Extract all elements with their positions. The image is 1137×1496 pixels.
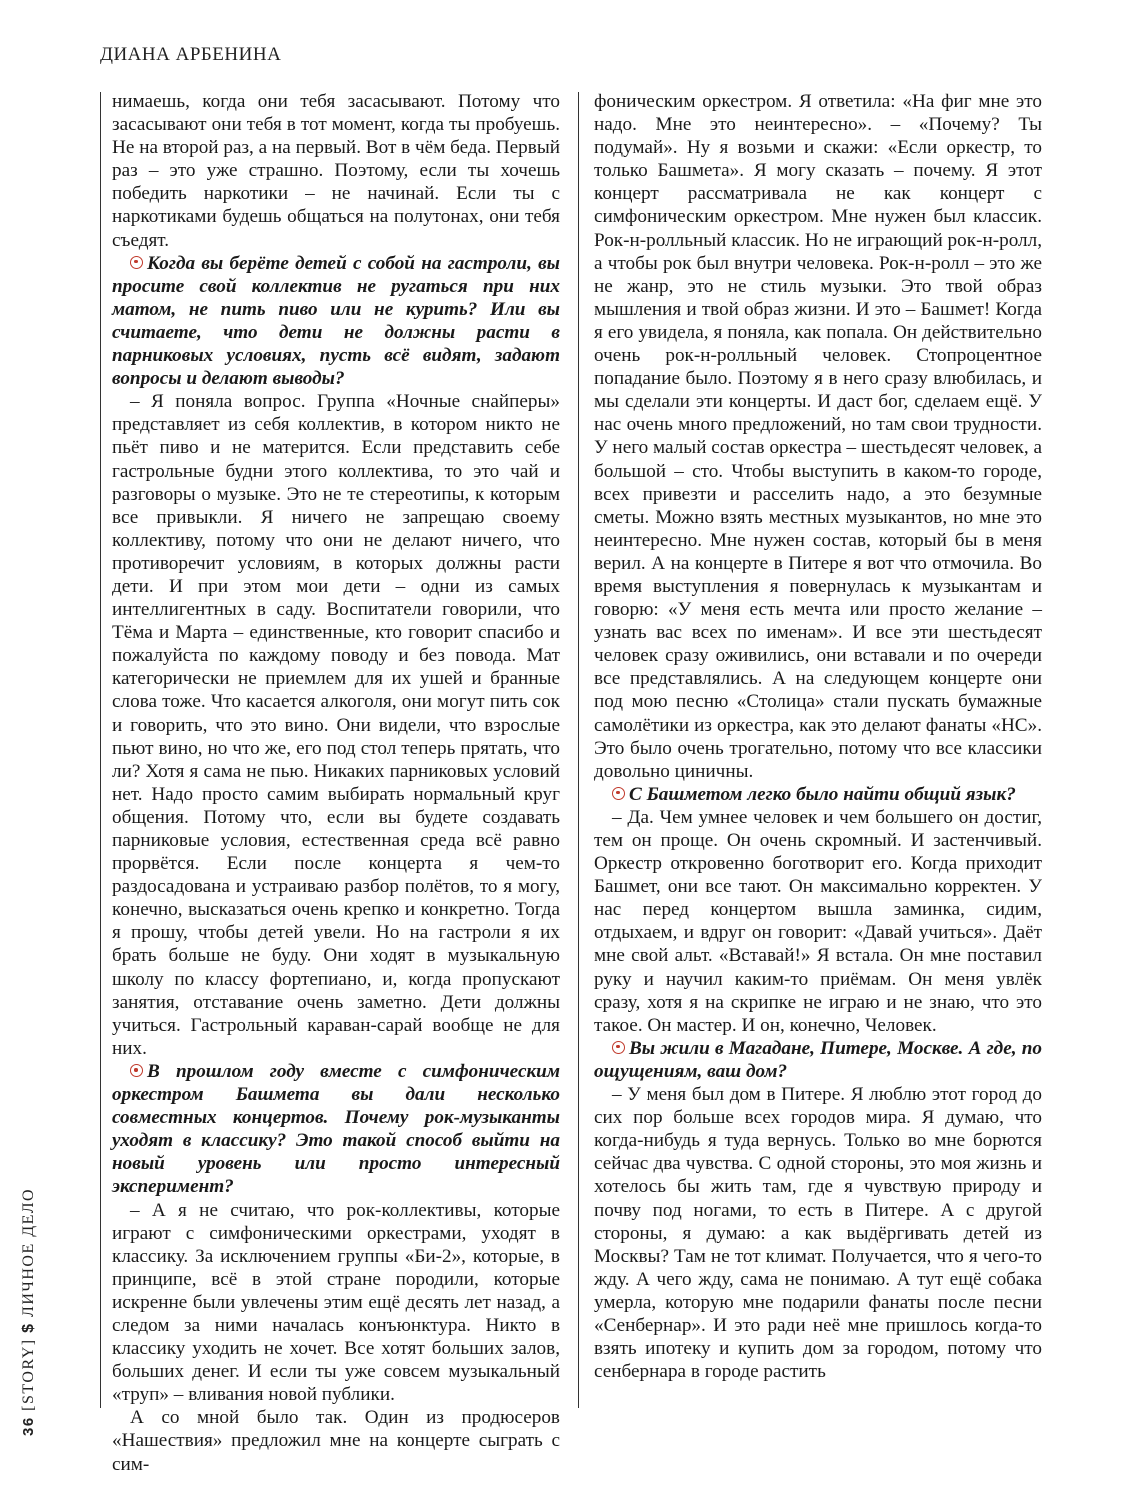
column-rule-center (578, 92, 579, 1408)
paragraph: нимаешь, когда они тебя засасывают. Потому что засасывают они тебя в тот момент, когда ты пробуешь. Не на второй раз, а на первый. Вот в чём беда. Первый раз – это уже страшно. Поэтому, если ты хочешь победить наркотики – не начинай. Если ты с наркотиками будешь общаться на полутонах, они тебя съедят. (112, 91, 560, 251)
target-bullet-icon (130, 256, 143, 269)
brand-label: [STORY] (20, 1338, 37, 1411)
running-header-author: ДИАНА АРБЕНИНА (100, 44, 282, 65)
question-text: Вы жили в Магадане, Питере, Москве. А где, по ощущениям, ваш дом? (594, 1037, 1042, 1082)
paragraph: фоническим оркестром. Я ответила: «На фиг мне это надо. Мне это неинтересно». – «Почему? Ты подумай». Ну я возьми и скажи: «Если оркестр, то только Башмета». Я могу сказать – почему. Я этот концерт рассматривала не как концерт с симфоническим оркестром. Мне нужен был классик. Рок-н-ролльный классик. Но не играющий рок-н-ролл, а чтобы рок был внутри человека. Рок-н-ролл – это же не жанр, это не стиль музыки. Это твой образ мышления и твой образ жизни. И это – Башмет! Когда я его увидела, я поняла, как попала. Он действительно очень рок-н-ролльный человек. Стопроцентное попадание было. Поэтому я в него сразу влюбилась, и мы сделали эти концерты. И даст бог, сделаем ещё. У нас очень много предложений, но там свои трудности. У него малый состав оркестра – шестьдесят человек, а большой – сто. Чтобы выступить в каком-то городе, всех привезти и расселить надо, а это безумные сметы. Можно взять местных музыкантов, но мне это неинтересно. Мне нужен состав, который бы в меня верил. А на концерте в Питере я вот что отмочила. Во время выступления я повернулась к музыкантам и говорю: «У меня есть мечта или просто желание – узнать вас всех по именам». И все эти шестьдесят человек сразу оживились, они вставали и по очереди все представлялись. А на следующем концерте они под мою песню «Столица» стали пускать бумажные самолётики из оркестра, как это делают фанаты «НС». Это было очень трогательно, потому что все классики довольно циничны. (594, 91, 1042, 782)
right-column (594, 90, 1042, 1383)
paragraph: – Я поняла вопрос. Группа «Ночные снайперы» представляет из себя коллектив, в котором никто не пьёт пиво и не матерится. Если представить себе гастрольные будни этого коллектива, то это чай и разговоры о музыке. Это не те стереотипы, к которым все привыкли. Я ничего не запрещаю своему коллективу, потому что они не делают ничего, что противоречит условиям, в которых должны расти дети. И при этом мои дети – одни из самых интеллигентных в саду. Воспитатели говорили, что Тёма и Марта – единственные, кто говорит спасибо и пожалуйста по каждому поводу и без повода. Мат категорически не приемлем для их ушей и бранные слова тоже. Что касается алкоголя, они могут пить сок и говорить, что это вино. Они видели, что взрослые пьют вино, но что же, его под стол теперь прятать, что ли? Хотя я сама не пью. Никаких парниковых условий нет. Надо просто самим выбирать нормальный круг общения. Потому что, если вы будете создавать парниковые условия, естественная среда всё равно прорвётся. Если после концерта я чем-то раздосадована и устраиваю разбор полётов, то я могу, конечно, высказаться очень крепко и конкретно. Тогда я прошу, чтобы детей увели. Но на гастроли я их брать больше не буду. Они ходят в музыкальную школу по классу фортепиано, и, когда пропускают занятия, отставание очень заметно. Дети должны учиться. Гастрольный караван-сарай вообще не для них. (112, 391, 560, 1059)
question-paragraph (594, 783, 1042, 806)
paragraph: – А я не считаю, что рок-коллективы, которые играют с симфоническими оркестрами, уходят в классику. За исключением группы «Би-2», которые, в принципе, всё в этой стране породили, которые искренне были увлечены этим ещё десять лет назад, а следом за ними началась конъюнктура. Никто в классику уходить не хочет. Все хотят больших залов, больших денег. И если ты уже совсем музыкальный «труп» – вливания новой публики. (112, 1199, 560, 1406)
target-bullet-icon (130, 1064, 143, 1077)
paragraph: – У меня был дом в Питере. Я люблю этот город до сих пор больше всех городов мира. Я думаю, что когда-нибудь я туда вернусь. Только во мне борются сейчас два чувства. С одной стороны, это моя жизнь и хотелось бы жить там, где я чувствую природу и почву под ногами, то есть в Питере. А с другой стороны, я думаю: а как выдёргивать детей из Москвы? Там не тот климат. Получается, что я чего-то жду. А чего жду, сама не понимаю. А тут ещё собака умерла, которую мне подарили фанаты после песни «Сенбернар». И это ради неё мне пришлось когда-то взять ипотеку и купить дом за городом, потому что сенбернара в городе растить (594, 1084, 1042, 1383)
dollar-icon: $ (20, 1322, 37, 1333)
question-text: Когда вы берёте детей с собой на гастроли, вы просите свой коллектив не ругаться при них матом, не пить пиво или не курить? Или вы считаете, что дети не должны расти в парниковых условиях, пусть всё видят, задают вопросы и делают выводы? (112, 252, 560, 390)
page-number: 36 (20, 1416, 37, 1436)
question-paragraph (112, 252, 560, 391)
question-text: С Башметом легко было найти общий язык? (629, 783, 1016, 805)
section-label: ЛИЧНОЕ ДЕЛО (20, 1187, 37, 1317)
sidebar-folio (20, 1188, 38, 1436)
paragraph: А со мной было так. Один из продюсеров «Нашествия» предложил мне на концерте сыграть с сим- (112, 1407, 560, 1475)
question-paragraph (112, 1060, 560, 1199)
column-rule-left (100, 92, 101, 1408)
question-text: В прошлом году вместе с симфоническим оркестром Башмета вы дали несколько совместных концертов. Почему рок-музыканты уходят в классику? Это такой способ выйти на новый уровень или просто интересный эксперимент? (112, 1060, 560, 1198)
target-bullet-icon (612, 787, 625, 800)
target-bullet-icon (612, 1041, 625, 1054)
paragraph: – Да. Чем умнее человек и чем большего он достиг, тем он проще. Он очень скромный. И застенчивый. Оркестр откровенно боготворит его. Когда приходит Башмет, они все тают. Он максимально корректен. У нас перед концертом вышла заминка, сидим, отдыхаем, и вдруг он говорит: «Давай учиться». Даёт мне свой альт. «Вставай!» Я встала. Он мне поставил руку и научил каким-то приёмам. Он меня увлёк сразу, хотя я на скрипке не играю и не знаю, что это такое. Он мастер. И он, конечно, Человек. (594, 806, 1042, 1036)
left-column (112, 90, 560, 1476)
question-paragraph (594, 1037, 1042, 1083)
